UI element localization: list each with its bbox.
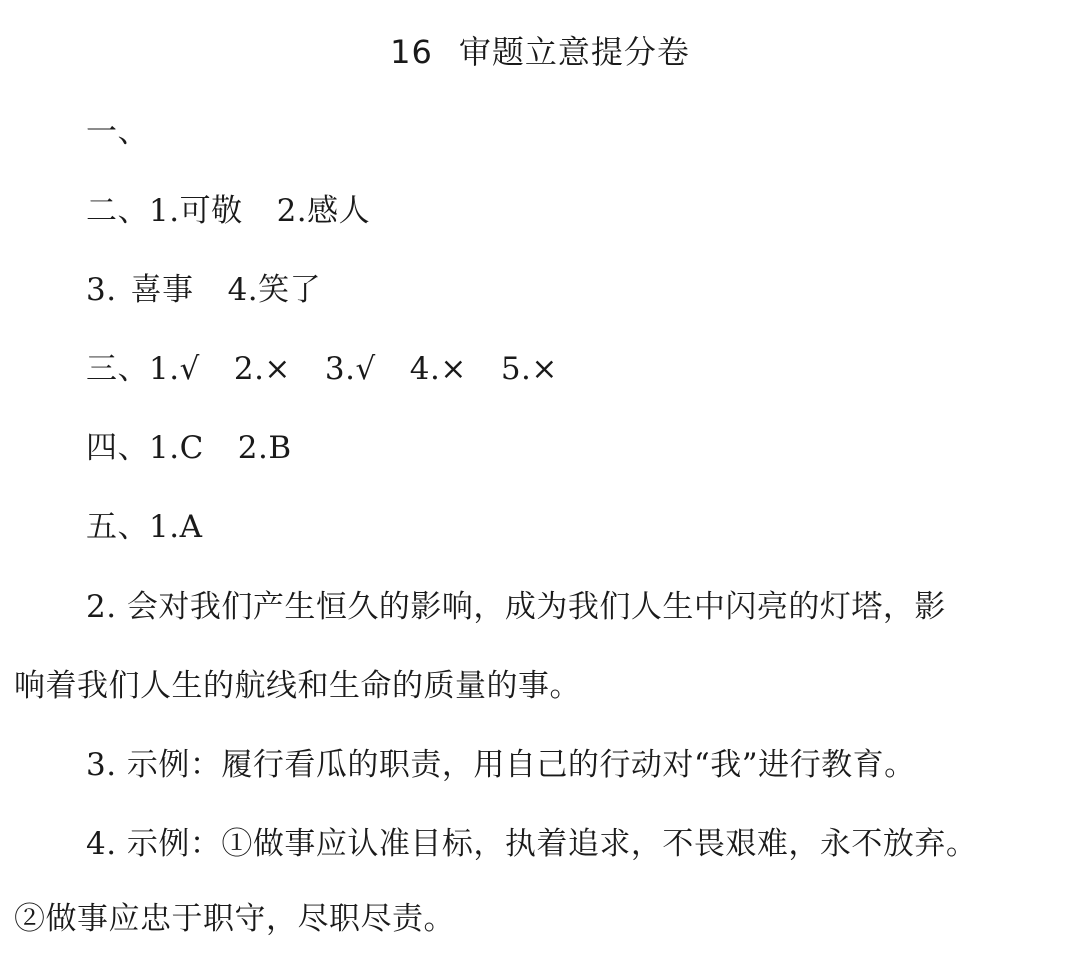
section-2-answer-3-number: 3. xyxy=(86,272,117,308)
section-2-line-2 xyxy=(86,268,321,312)
section-5-item-4-line-1: 4. 示例：①做事应认准目标，执着追求，不畏艰难，永不放弃。 xyxy=(86,826,978,862)
section-3-line xyxy=(86,347,558,391)
section-2-label: 二、 xyxy=(86,193,149,229)
section-1-line xyxy=(86,110,149,154)
section-3-item-4: 4.× xyxy=(409,351,467,387)
section-3-item-2: 2.× xyxy=(233,351,291,387)
section-3-item-1: 1.√ xyxy=(149,351,200,387)
page-title xyxy=(0,26,1080,78)
section-4-item-2: 2.B xyxy=(237,430,292,466)
section-3-item-5: 5.× xyxy=(500,351,558,387)
section-2-answer-2: 2.感人 xyxy=(276,193,371,229)
section-5-item-1: 1.A xyxy=(149,509,203,545)
section-5-item-2-line-2: 响着我们人生的航线和生命的质量的事。 xyxy=(14,668,581,704)
section-3-item-3: 3.√ xyxy=(324,351,376,387)
section-5-label: 五、 xyxy=(86,509,149,545)
section-5-item-2-line-1: 2. 会对我们产生恒久的影响，成为我们人生中闪亮的灯塔，影 xyxy=(86,589,946,625)
section-4-label: 四、 xyxy=(86,430,149,466)
section-1-label: 一、 xyxy=(86,114,149,150)
title-text: 审题立意提分卷 xyxy=(458,33,690,71)
section-2-line-1 xyxy=(86,189,370,233)
section-3-label: 三、 xyxy=(86,351,149,387)
section-2-answer-1: 1.可敬 xyxy=(149,193,243,229)
section-2-answer-4: 4.笑了 xyxy=(227,272,322,308)
title-number: 16 xyxy=(390,33,433,71)
section-4-item-1: 1.C xyxy=(149,430,204,466)
section-2-answer-3-text: 喜事 xyxy=(130,272,194,308)
section-5-item-3: 3. 示例：履行看瓜的职责，用自己的行动对“我”进行教育。 xyxy=(86,747,916,783)
section-5-line-1 xyxy=(86,505,202,549)
section-5-item-4-line-2: ②做事应忠于职守，尽职尽责。 xyxy=(14,901,455,937)
section-4-line xyxy=(86,426,292,470)
